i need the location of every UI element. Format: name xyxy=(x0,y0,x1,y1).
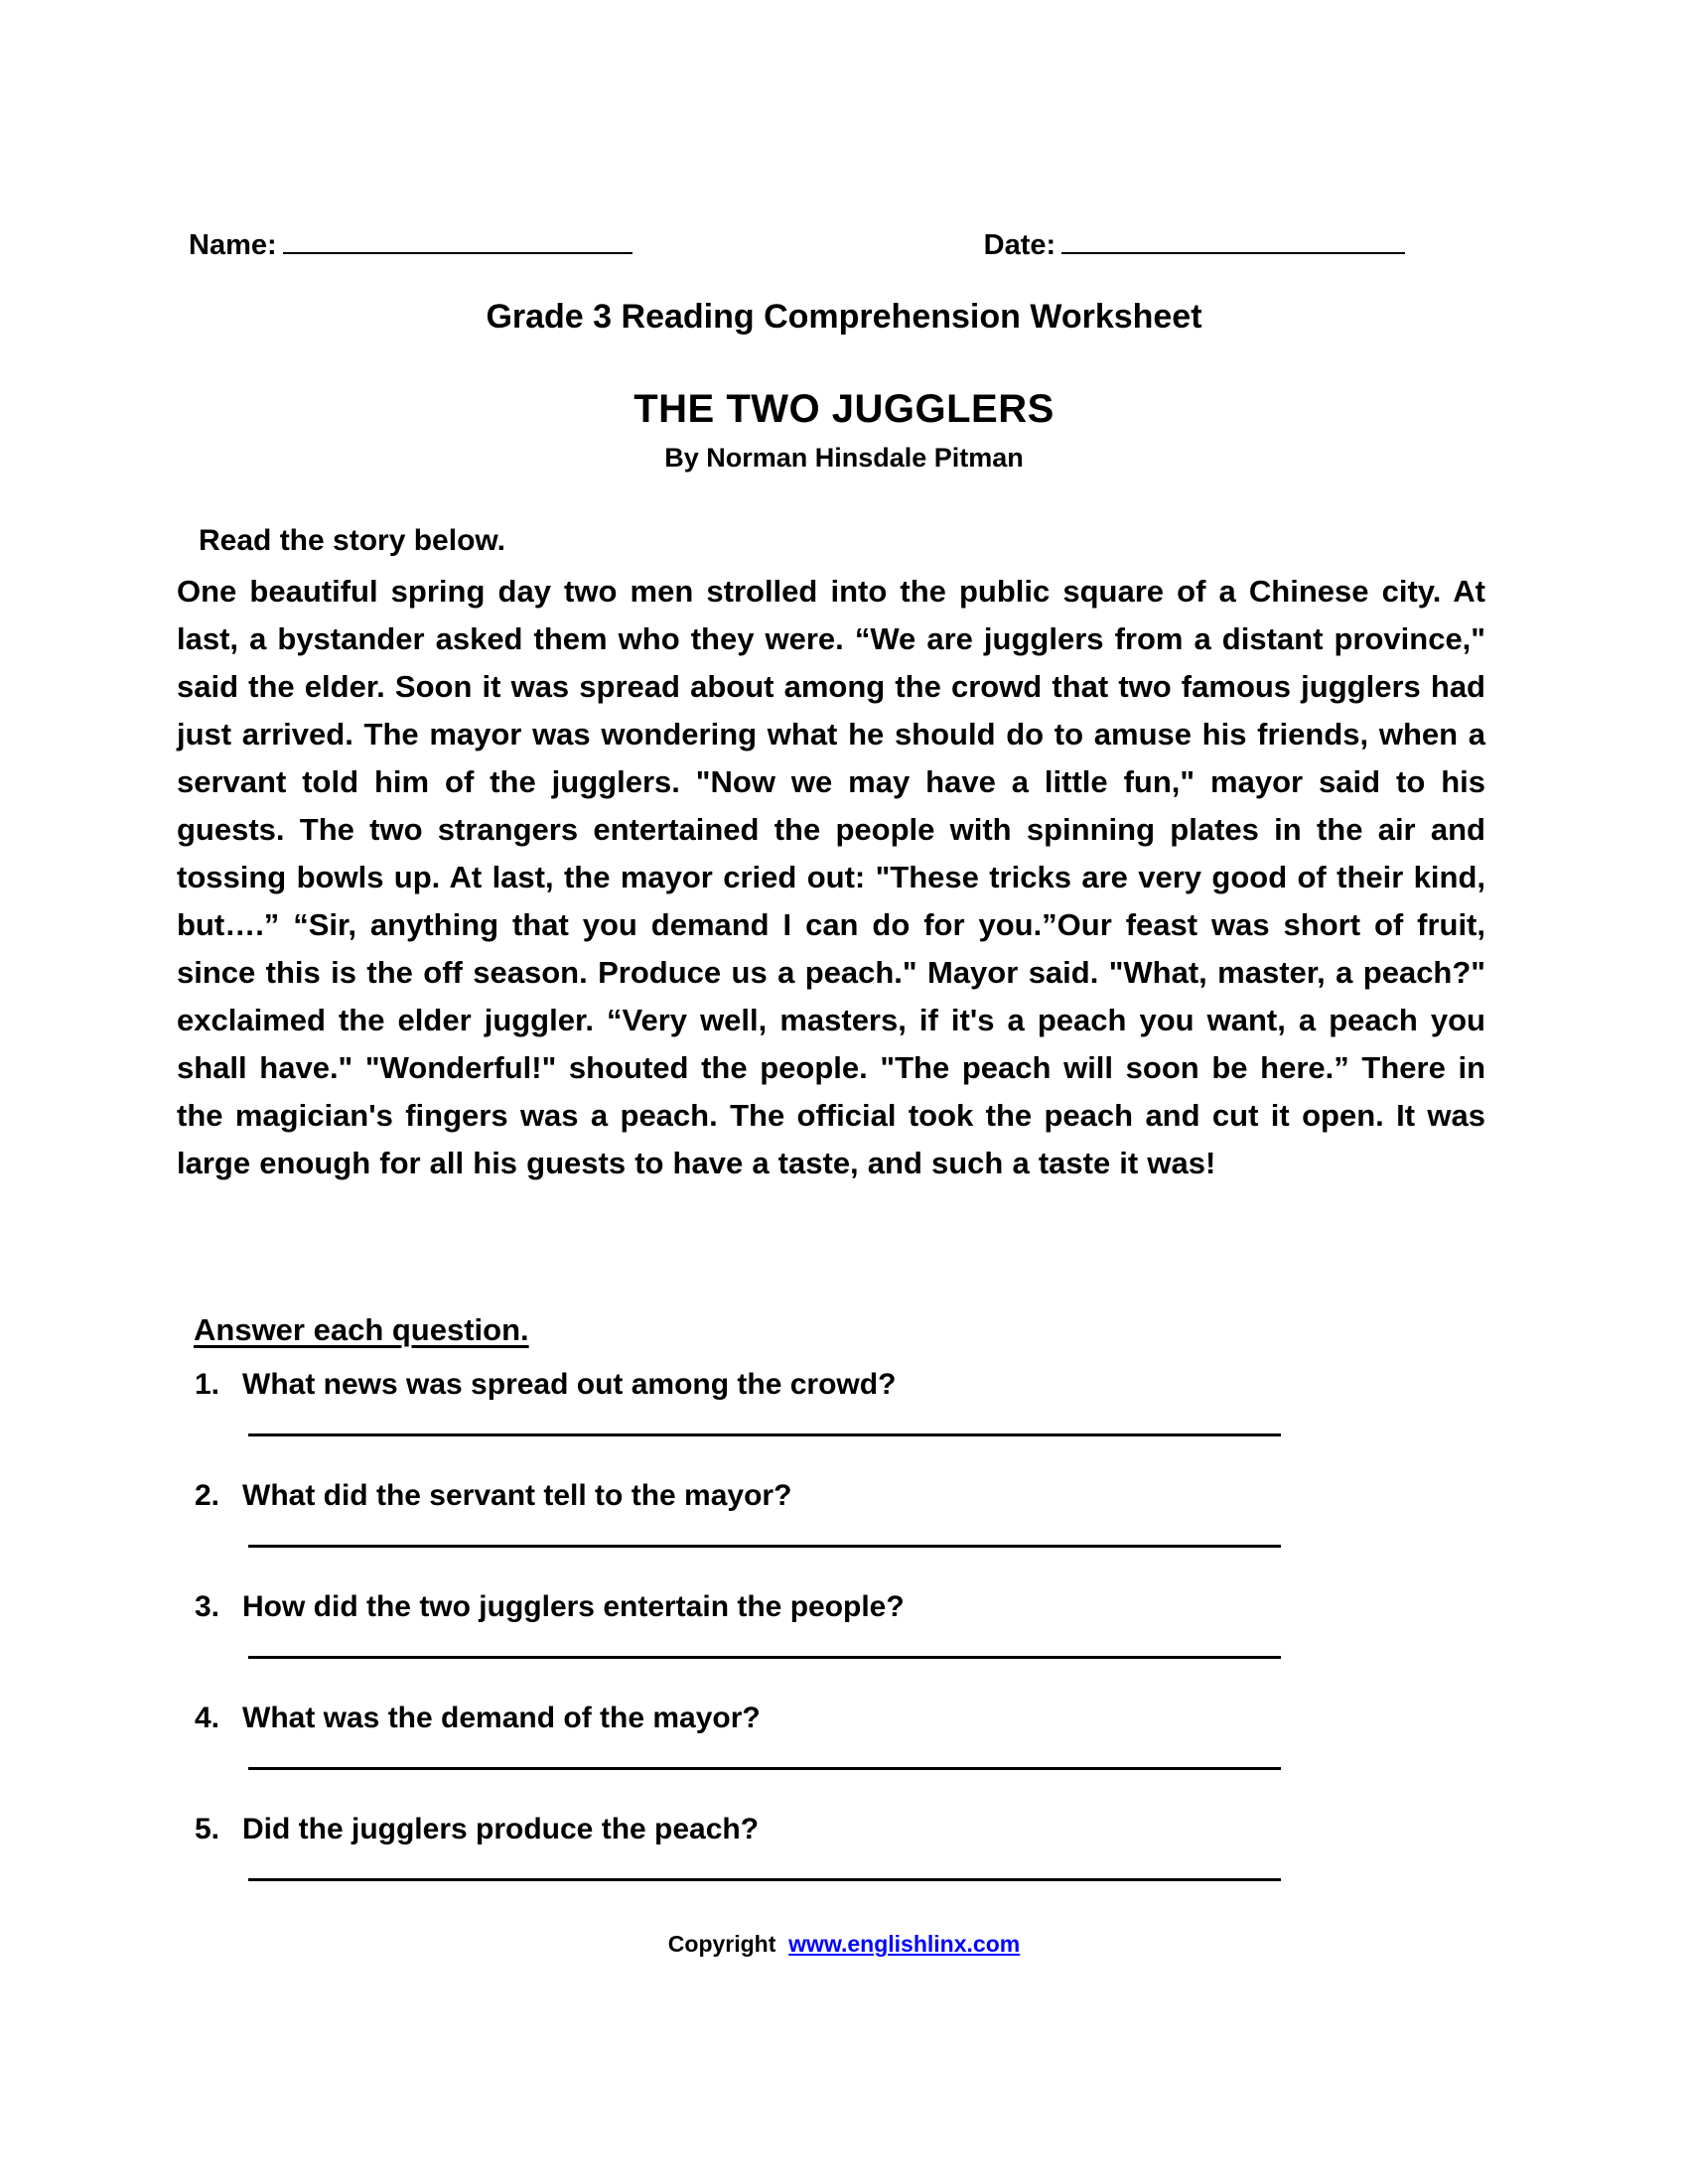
date-label: Date: xyxy=(983,229,1056,261)
worksheet-title: Grade 3 Reading Comprehension Worksheet xyxy=(486,298,1202,336)
name-date-row xyxy=(189,226,1499,262)
question-text: Did the jugglers produce the peach? xyxy=(242,1813,760,1845)
answer-instruction: Answer each question. xyxy=(194,1312,529,1347)
copyright-label: Copyright xyxy=(667,1931,776,1957)
question-number: 3. xyxy=(195,1590,220,1623)
question-item xyxy=(195,1702,1485,1813)
englishlinx-link[interactable]: www.englishlinx.com xyxy=(788,1931,1021,1957)
read-instruction: Read the story below. xyxy=(199,524,505,557)
question-text: How did the two jugglers entertain the people? xyxy=(242,1590,905,1623)
question-item xyxy=(195,1479,1485,1590)
answer-line[interactable] xyxy=(248,1656,1281,1659)
question-number: 2. xyxy=(195,1479,220,1512)
name-input-line[interactable] xyxy=(283,226,633,254)
date-input-line[interactable] xyxy=(1061,226,1405,254)
answer-line[interactable] xyxy=(248,1878,1281,1881)
answer-line[interactable] xyxy=(248,1433,1281,1436)
footer xyxy=(0,1931,1688,1958)
question-number: 4. xyxy=(195,1702,220,1734)
date-field-group xyxy=(984,226,1406,262)
name-field-group xyxy=(189,226,633,262)
answer-line[interactable] xyxy=(248,1545,1281,1548)
question-number: 1. xyxy=(195,1368,220,1401)
answer-line[interactable] xyxy=(248,1767,1281,1770)
question-text: What news was spread out among the crowd? xyxy=(242,1368,897,1401)
question-item xyxy=(195,1368,1485,1479)
name-label: Name: xyxy=(189,229,277,261)
story-passage: One beautiful spring day two men strolled into the public square of a Chinese city. At last, a bystander asked them who they were. “We are jugglers from a distant province," said the elder. Soon it was spread about among the crowd that two famous jugglers had just arrived. The mayor was wondering what he should do to amuse his friends, when a servant told him of the jugglers. "Now we may have a little fun," mayor said to his guests. The two strangers entertained the people with spinning plates in the air and tossing bowls up. At last, the mayor cried out: "These tricks are very good of their kind, but….” “Sir, anything that you demand I can do for you.”Our feast was short of fruit, since this is the off season. Produce us a peach." Mayor said. "What, master, a peach?" exclaimed the elder juggler. “Very well, masters, if it's a peach you want, a peach you shall have." "Wonderful!" shouted the people. "The peach will soon be here.” There in the magician's fingers was a peach. The official took the peach and cut it open. It was large enough for all his guests to have a taste, and such a taste it was! xyxy=(177,574,1485,1180)
question-item xyxy=(195,1590,1485,1702)
question-text: What was the demand of the mayor? xyxy=(242,1702,761,1734)
questions-list xyxy=(195,1368,1485,1924)
question-number: 5. xyxy=(195,1813,220,1845)
question-item xyxy=(195,1813,1485,1924)
question-text: What did the servant tell to the mayor? xyxy=(242,1479,792,1512)
story-author: By Norman Hinsdale Pitman xyxy=(664,443,1024,473)
story-title: THE TWO JUGGLERS xyxy=(633,387,1055,431)
